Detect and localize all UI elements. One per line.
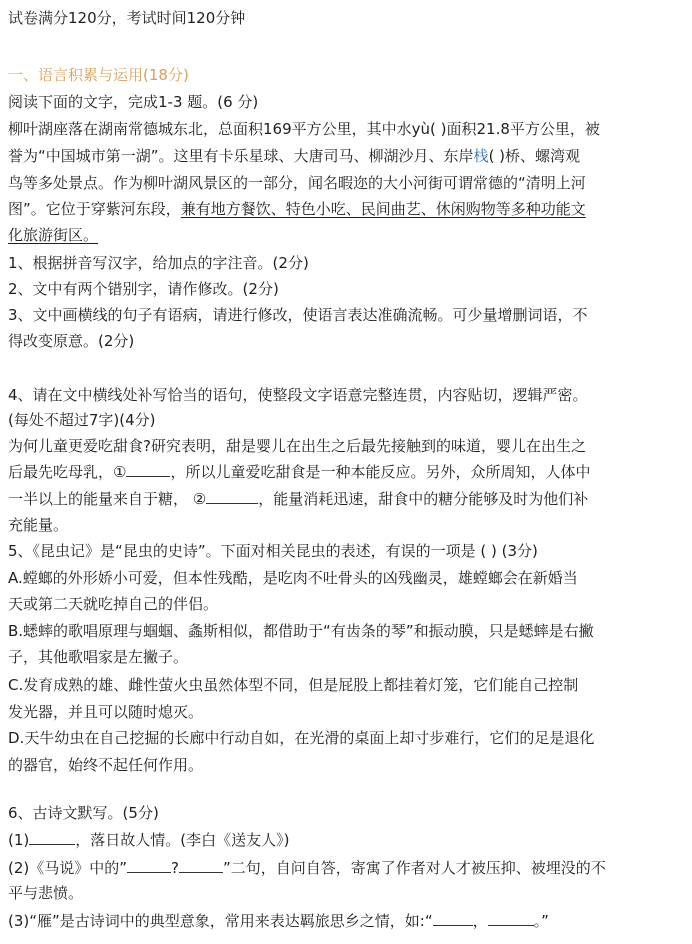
option-b-cont: 子，其他歌唱家是左撇子。 xyxy=(8,648,189,666)
item-text: ， xyxy=(472,912,488,930)
option-d: D.天牛幼虫在自己挖掘的长廊中行动自如，在光滑的桌面上却寸步难行，它们的足是退化 xyxy=(8,729,595,747)
answer-blank-1[interactable] xyxy=(126,462,170,477)
answer-blank-4[interactable] xyxy=(127,858,171,873)
passage-line-5 xyxy=(8,226,684,245)
item-text: ”二句，自问自答，寄寓了作者对人才被压抑、被埋没的不 xyxy=(223,859,606,877)
item-text: 。” xyxy=(533,912,549,930)
question-6-item-2-cont: 平与悲愤。 xyxy=(8,884,84,902)
passage-line-3: 鸟等多处景点。作为柳叶湖风景区的一部分，闻名暇迩的大小河街可谓常德的“清明上河 xyxy=(8,174,586,192)
item-text: ? xyxy=(171,859,179,877)
q4-passage-line-3 xyxy=(8,489,684,509)
question-3-cont: 得改变原意。(2分) xyxy=(8,332,135,350)
option-c-cont: 发光器，并且可以随时熄灭。 xyxy=(8,703,204,721)
passage-line-4 xyxy=(8,200,684,219)
underlined-sentence: 兼有地方餐饮、特色小吃、民间曲艺、休闲购物等多种功能文 xyxy=(180,200,586,218)
section-title: 一、语言积累与运用(18分) xyxy=(8,66,189,84)
question-6: 6、古诗文默写。(5分) xyxy=(8,804,159,822)
q4-passage-line-1: 为何儿童更爱吃甜食?研究表明，甜是婴儿在出生之后最先接触到的味道，婴儿在出生之 xyxy=(8,437,586,455)
item-text: (2)《马说》中的” xyxy=(8,859,128,877)
highlighted-char: 栈 xyxy=(473,147,489,165)
item-text: (3)“雁”是古诗词中的典型意象，常用来表达羁旅思乡之情，如:“ xyxy=(8,912,433,930)
passage-text: ，能量消耗迅速，甜食中的糖分能够及时为他们补 xyxy=(258,490,589,508)
passage-text: 誉为“中国城市第一湖”。这里有卡乐星球、大唐司马、柳湖沙月、东岸 xyxy=(8,147,474,165)
passage-text: ( )桥、螺湾观 xyxy=(488,147,581,165)
answer-blank-3[interactable] xyxy=(29,830,75,845)
question-3: 3、文中画横线的句子有语病，请进行修改，使语言表达准确流畅。可少量增删词语，不 xyxy=(8,306,588,324)
question-6-item-2 xyxy=(8,858,684,878)
question-2: 2、文中有两个错别字，请作修改。(2分) xyxy=(8,280,279,298)
answer-blank-6[interactable] xyxy=(433,911,473,926)
question-6-item-3 xyxy=(8,911,684,931)
underlined-sentence-end: 化旅游街区。 xyxy=(8,226,99,244)
answer-blank-2[interactable] xyxy=(206,489,258,504)
question-1: 1、根据拼音写汉字，给加点的字注音。(2分) xyxy=(8,254,309,272)
option-a-cont: 天或第二天就吃掉自己的伴侣。 xyxy=(8,595,219,613)
question-4: 4、请在文中横线处补写恰当的语句，使整段文字语意完整连贯，内容贴切，逻辑严密。 xyxy=(8,386,588,404)
passage-text: ，所以儿童爱吃甜食是一种本能反应。另外，众所周知，人体中 xyxy=(170,463,591,481)
answer-blank-5[interactable] xyxy=(179,858,223,873)
option-d-cont: 的器官，始终不起任何作用。 xyxy=(8,756,204,774)
option-b: B.蟋蟀的歌唱原理与蝈蝈、螽斯相似，都借助于“有齿条的琴”和振动膜，只是蟋蟀是右撇 xyxy=(8,622,594,640)
passage-text: 图”。它位于穿紫河东段， xyxy=(8,200,181,218)
exam-info: 试卷满分120分，考试时间120分钟 xyxy=(8,9,246,27)
passage-line-2 xyxy=(8,147,684,166)
item-text: ，落日故人情。(李白《送友人》) xyxy=(75,831,290,849)
answer-blank-7[interactable] xyxy=(488,911,534,926)
question-5: 5、《昆虫记》是“昆虫的史诗”。下面对相关昆虫的表述，有误的一项是 ( ) (3分) xyxy=(8,542,538,560)
question-4-note: (每处不超过7字)(4分) xyxy=(8,411,156,429)
option-c: C.发育成熟的雄、雌性萤火虫虽然体型不同，但是屁股上都挂着灯笼，它们能自己控制 xyxy=(8,676,579,694)
reading-instruction: 阅读下面的文字，完成1-3 题。(6 分) xyxy=(8,93,259,111)
passage-text: 一半以上的能量来自于糖， ② xyxy=(8,490,207,508)
option-a: A.螳螂的外形娇小可爱，但本性残酷，是吃肉不吐骨头的凶残幽灵，雄螳螂会在新婚当 xyxy=(8,569,578,587)
passage-line-1: 柳叶湖座落在湖南常德城东北，总面积169平方公里，其中水yù( )面积21.8平方公里，被 xyxy=(8,120,600,138)
q4-passage-line-4: 充能量。 xyxy=(8,516,69,534)
q4-passage-line-2 xyxy=(8,462,684,482)
item-number: (1) xyxy=(8,831,30,849)
question-6-item-1 xyxy=(8,830,684,850)
passage-text: 后最先吃母乳，① xyxy=(8,463,127,481)
